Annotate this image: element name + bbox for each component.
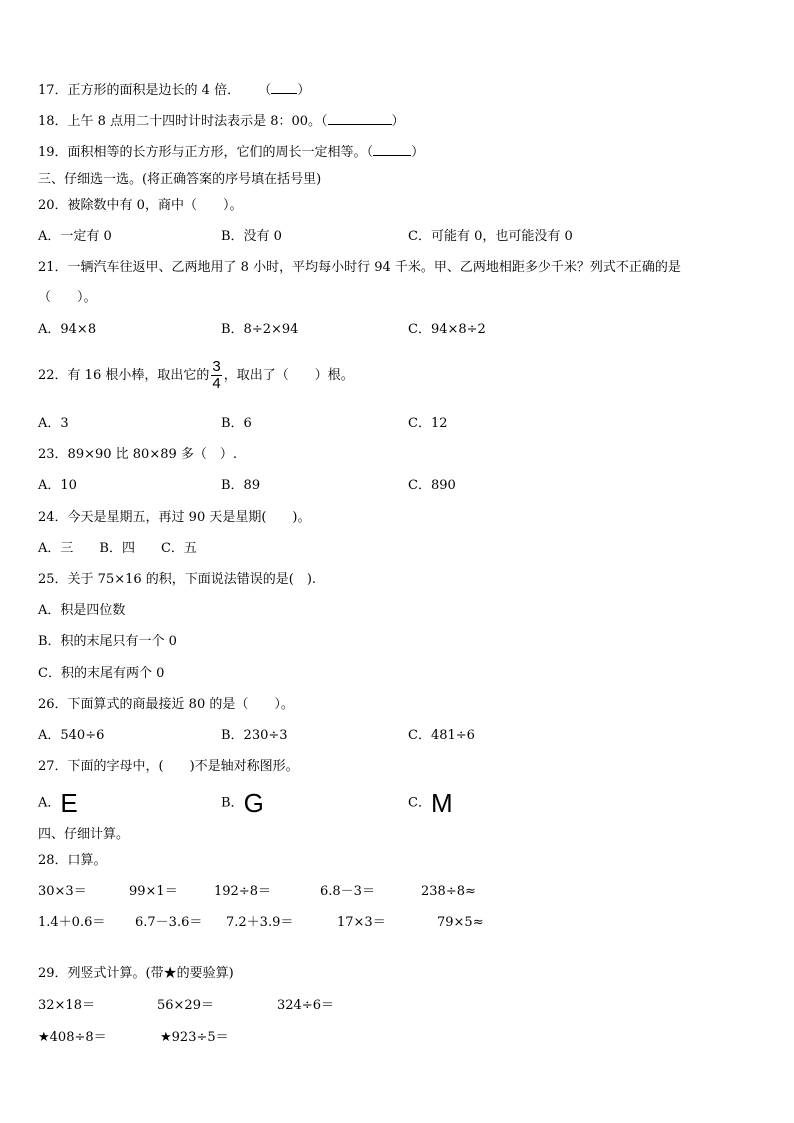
option-c[interactable]: C．481÷6 (408, 728, 475, 743)
question-text: 上午 8 点用二十四时计时法表示是 8：00。 (67, 114, 322, 129)
question-25-stem: 25．关于 75×16 的积，下面说法错误的是( ). (38, 572, 317, 587)
question-19 (38, 145, 424, 161)
option-a[interactable]: A．540÷6 (38, 728, 105, 743)
option-c[interactable]: C．可能有 0，也可能没有 0 (408, 229, 573, 244)
option-a[interactable]: A．10 (38, 478, 77, 493)
question-number: 17． (38, 83, 68, 98)
option-a[interactable] (38, 788, 78, 819)
answer-blank[interactable] (271, 93, 297, 94)
option-b[interactable]: B．没有 0 (221, 229, 282, 244)
calc-item: 6.8－3＝ (320, 884, 375, 899)
option-c[interactable]: C．94×8÷2 (408, 322, 486, 337)
section-heading-3: 三、仔细选一选。(将正确答案的序号填在括号里) (38, 172, 322, 187)
question-27-stem: 27．下面的字母中，( )不是轴对称图形。 (38, 759, 299, 774)
option-c[interactable]: C．12 (408, 416, 448, 431)
letter-m: M (430, 788, 453, 818)
option-b[interactable]: B．230÷3 (221, 728, 288, 743)
calc-item: 32×18＝ (38, 998, 95, 1013)
paren-close: ） (297, 83, 311, 98)
letter-e: E (60, 788, 78, 818)
fraction (211, 359, 221, 392)
question-28-title: 28．口算。 (38, 853, 107, 868)
option-a[interactable]: A．一定有 0 (38, 229, 112, 244)
section-heading-4: 四、仔细计算。 (38, 827, 130, 842)
calc-item: 79×5≈ (437, 915, 484, 930)
option-a[interactable]: A．3 (38, 416, 69, 431)
option-b[interactable]: B．6 (221, 416, 252, 431)
option-a[interactable]: A．积是四位数 (38, 603, 126, 618)
calc-item: 7.2＋3.9＝ (226, 915, 294, 930)
calc-item: 192÷8＝ (214, 884, 271, 899)
fraction-denominator: 4 (212, 375, 221, 392)
option-b[interactable]: B．8÷2×94 (221, 322, 299, 337)
paren-close: ） (391, 114, 405, 129)
letter-g: G (243, 788, 264, 818)
question-18 (38, 114, 405, 130)
calc-item: 238÷8≈ (421, 884, 476, 899)
fraction-numerator: 3 (212, 358, 221, 375)
answer-blank[interactable] (328, 124, 392, 125)
question-21-stem: 21．一辆汽车往返甲、乙两地用了 8 小时，平均每小时行 94 千米。甲、乙两地相距多少千米？列式不正确的是 (38, 260, 681, 275)
option-c[interactable]: C．890 (408, 478, 456, 493)
option-b[interactable]: B．89 (221, 478, 261, 493)
question-text: 正方形的面积是边长的 4 倍． (67, 83, 241, 98)
option-c[interactable] (408, 788, 453, 819)
option-label: A． (38, 795, 61, 811)
option-label: C． (408, 795, 431, 811)
option-a[interactable]: A．94×8 (38, 322, 97, 337)
question-text: 面积相等的长方形与正方形，它们的周长一定相等。 (67, 145, 367, 160)
question-20-stem: 20．被除数中有 0，商中（ ）。 (38, 198, 243, 213)
option-b[interactable] (221, 788, 264, 819)
question-23-stem: 23．89×90 比 80×89 多（ ）. (38, 447, 238, 462)
option-b[interactable]: B．积的末尾只有一个 0 (38, 634, 177, 649)
calc-item: 56×29＝ (157, 998, 214, 1013)
option-label: B． (221, 795, 244, 811)
question-text: 22．有 16 根小棒，取出它的 (38, 368, 210, 383)
question-number: 19． (38, 145, 68, 160)
question-number: 18． (38, 114, 68, 129)
calc-item: 17×3＝ (337, 915, 386, 930)
question-21-stem-cont: （ ）。 (38, 290, 97, 305)
question-26-stem: 26．下面算式的商最接近 80 的是（ ）。 (38, 697, 294, 712)
option-c[interactable]: C．积的末尾有两个 0 (38, 666, 165, 681)
answer-blank[interactable] (373, 155, 411, 156)
paren-close: ） (411, 145, 425, 160)
calc-item: 1.4＋0.6＝ (38, 915, 106, 930)
paren-open: （ (321, 114, 328, 129)
paren-open: （ (258, 83, 272, 98)
question-22-stem (38, 359, 354, 393)
calc-item: 6.7－3.6＝ (135, 915, 203, 930)
paren-open: （ (366, 145, 374, 160)
calc-item: 30×3＝ (38, 884, 87, 899)
options-row[interactable]: A．三 B．四 C．五 (38, 541, 197, 556)
calc-item: ★408÷8＝ (38, 1030, 107, 1045)
calc-item: ★923÷5＝ (160, 1030, 229, 1045)
calc-item: 99×1＝ (129, 884, 178, 899)
question-text: ，取出了（ ）根。 (223, 368, 354, 383)
question-29-title: 29．列竖式计算。(带★的要验算) (38, 966, 234, 981)
calc-item: 324÷6＝ (277, 998, 334, 1013)
question-17 (38, 83, 310, 99)
question-24-stem: 24．今天是星期五，再过 90 天是星期( )。 (38, 510, 311, 525)
